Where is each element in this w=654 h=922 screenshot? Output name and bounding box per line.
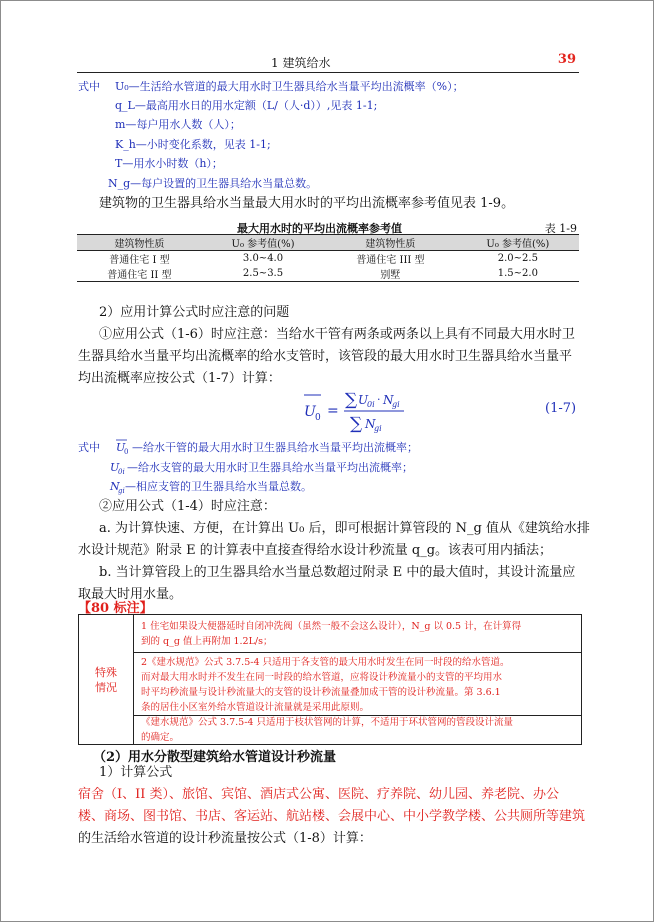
section4-title: （2）用水分散型建筑给水管道设计秒流量	[93, 750, 337, 765]
formula-1-7	[301, 389, 431, 433]
defs1-prefix: 式中	[78, 80, 100, 93]
table-number: 表 1-9	[544, 222, 577, 235]
svg-text:gi: gi	[374, 424, 382, 433]
annotation-line: 《建水规范》公式 3.7.5-4 只适用于枝状管网的计算，不适用于环状管网的管段设计流量	[141, 717, 513, 728]
svg-text:0i: 0i	[367, 400, 375, 409]
table-cell: 普通住宅 III 型	[356, 255, 425, 266]
header-rule	[77, 72, 579, 73]
probability-table	[77, 234, 579, 282]
annotation-item-2	[141, 655, 575, 715]
annotation-line: 的确定。	[141, 732, 180, 743]
section2-para-line3: 均出流概率应按公式（1-7）计算：	[78, 371, 281, 386]
svg-text:0: 0	[315, 413, 321, 423]
svg-text:gi: gi	[118, 487, 125, 495]
svg-text:U: U	[358, 393, 369, 407]
running-header-chapter: 1 建筑给水	[271, 56, 331, 70]
section2-para-line2: 生器具给水当量平均出流概率的给水支管时，该管段的最大用水时卫生器具给水当量平	[78, 349, 573, 364]
svg-text:=: =	[327, 403, 339, 419]
annotation-box	[78, 614, 582, 745]
annotation-line: 到的 q_g 值上再附加 1.2L/s；	[141, 636, 273, 647]
section3-b-line1: b. 当计算管段上的卫生器具给水当量总数超过附录 E 中的最大值时，其设计流量应	[99, 565, 576, 580]
annotation-line: 1 住宅如果设大便器延时自闭冲洗阀（虽然一般不会这么设计），N_g 以 0.5 计，在计算得	[141, 621, 522, 632]
table-row	[77, 251, 579, 267]
table-cell: 别墅	[324, 266, 457, 282]
section3-heading: ②应用公式（1-4）时应注意：	[99, 499, 276, 514]
annotation-tag: 【80 标注】	[78, 601, 153, 616]
annotation-item-1	[141, 619, 575, 649]
def-u0: U₀—生活给水管道的最大用水时卫生器具给水当量平均出流概率（%）；	[115, 80, 464, 93]
defs2-prefix: 式中	[78, 441, 100, 454]
def-t: T—用水小时数（h）；	[115, 157, 223, 170]
annotation-divider	[134, 652, 581, 653]
table-cell: 3.0~4.0	[242, 253, 284, 264]
def-u0-bar: —给水干管的最大用水时卫生器具给水当量平均出流概率；	[132, 441, 418, 454]
svg-text:N: N	[365, 417, 376, 431]
table-cell: 普通住宅 II 型	[77, 266, 202, 282]
section3-a-line1: a. 为计算快速、方便，在计算出 U₀ 后，即可根据计算管段的 N_g 值从《建筑给水排	[99, 521, 590, 536]
annotation-side-text: 特殊 情况	[95, 665, 117, 694]
section3-b-line2: 取最大时用水量。	[78, 587, 183, 602]
svg-text:0i: 0i	[118, 468, 125, 476]
page-number: 39	[557, 52, 576, 67]
section4-line1: 宿舍（I、II 类）、旅馆、宾馆、酒店式公寓、医院、疗养院、幼儿园、养老院、办公	[78, 787, 560, 802]
section2-para-line1: ①应用公式（1-6）时应注意：当给水干管有两条或两条以上具有不同最大用水时卫	[99, 327, 575, 342]
annotation-side-label	[79, 615, 134, 744]
annotation-item-3	[141, 715, 575, 745]
formula-number: (1-7)	[545, 401, 577, 416]
def-ngi: —相应支管的卫生器具给水当量总数。	[125, 480, 312, 493]
table-row	[77, 266, 579, 282]
annotation-line: 条的居住小区室外给水管道设计流量就是采用此原则。	[141, 702, 370, 713]
section3-a-line2: 水设计规范》附录 E 的计算表中直接查得给水设计秒流量 q_g。该表可用内插法；	[78, 543, 553, 558]
svg-text:·: ·	[377, 393, 381, 406]
svg-text:gi: gi	[392, 400, 400, 409]
section4-line2: 楼、商场、图书馆、书店、客运站、航站楼、会展中心、中小学教学楼、公共厕所等建筑	[78, 809, 586, 824]
table-cell: 2.5~3.5	[202, 266, 324, 282]
table-cell: 普通住宅 I 型	[109, 255, 170, 266]
section2-heading: 2）应用计算公式时应注意的问题	[99, 305, 290, 320]
table-cell: 2.0~2.5	[497, 253, 538, 264]
def-ql: q_L—最高用水日的用水定额（L/（人·d））,见表 1-1;	[115, 99, 378, 112]
svg-text:0: 0	[124, 448, 129, 455]
annotation-line: 时平均秒流量与设计秒流量大的支管的设计秒流量叠加成干管的设计秒流量。第 3.6.1	[141, 687, 501, 698]
section4-subheading: 1）计算公式	[99, 765, 173, 780]
section4-line3: 的生活给水管道的设计秒流量按公式（1-8）计算：	[78, 831, 372, 846]
svg-text:U: U	[110, 461, 120, 474]
annotation-line: 2《建水规范》公式 3.7.5-4 只适用于各支管的最大用水时发生在同一时段的给水管道。	[141, 657, 510, 668]
svg-text:U: U	[116, 441, 126, 454]
table-header-cell: U₀ 参考值(%)	[202, 235, 324, 251]
intro-sentence: 建筑物的卫生器具给水当量最大用水时的平均出流概率参考值见表 1-9。	[99, 196, 515, 211]
def-m: m—每户用水人数（人）；	[115, 118, 241, 131]
annotation-line: 而对最大用水时并不发生在同一时段的给水管道，应将设计秒流量小的支管的平均用水	[141, 672, 503, 683]
svg-text:∑: ∑	[350, 414, 363, 433]
table-title: 最大用水时的平均出流概率参考值	[237, 222, 402, 235]
def-kh: K_h—小时变化系数，见表 1-1;	[115, 138, 271, 151]
table-cell: 1.5~2.0	[457, 266, 579, 282]
svg-text:∑: ∑	[345, 390, 358, 410]
table-header-cell: 建筑物性质	[77, 235, 202, 251]
table-header-cell: 建筑物性质	[324, 235, 457, 251]
svg-text:U: U	[304, 404, 316, 420]
table-header-cell: U₀ 参考值(%)	[457, 235, 579, 251]
def-u0i: —给水支管的最大用水时卫生器具给水当量平均出流概率；	[127, 461, 413, 474]
def-ng: N_g—每户设置的卫生器具给水当量总数。	[108, 177, 318, 190]
svg-text:N: N	[110, 480, 120, 493]
table-header-row	[77, 235, 579, 251]
svg-text:N: N	[383, 393, 394, 407]
